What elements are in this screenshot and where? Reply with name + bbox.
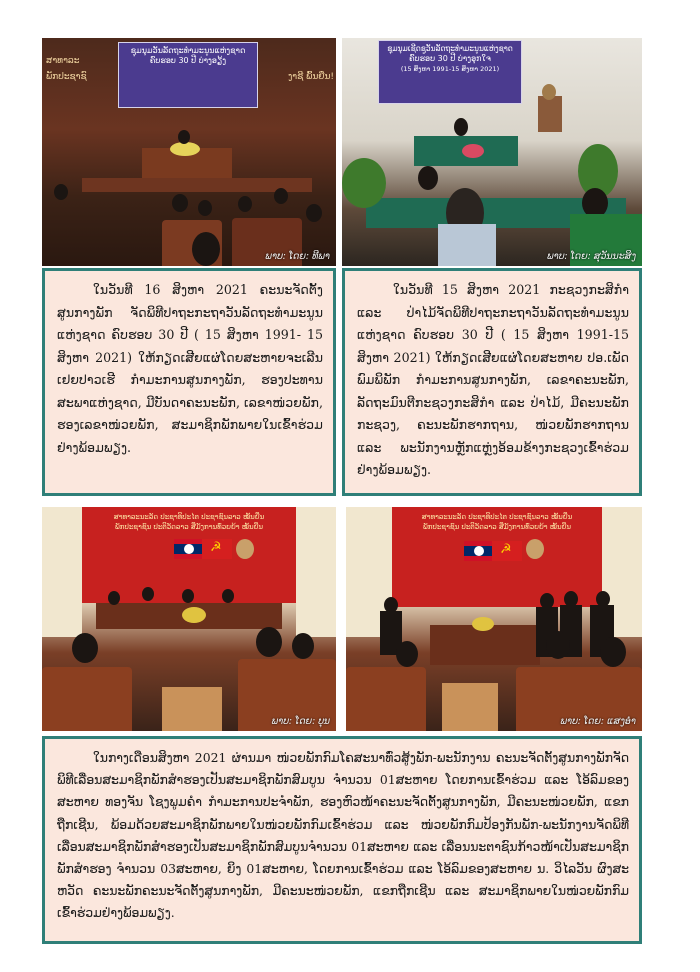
party-flag [202, 539, 232, 559]
banner-line: ຄົບຮອບ 30 ປີ ບ່າງອຽ້ງ [149, 56, 227, 65]
official [182, 589, 194, 603]
photo-meeting-hall-1 [42, 38, 336, 266]
seat-row [346, 667, 426, 731]
attendee [274, 188, 288, 204]
photo-meeting-hall-2 [342, 38, 642, 266]
banner-line: ຊຸມນຸມວັນລັດຖະທຳມະນູນແຫ່ງຊາດ [130, 46, 246, 55]
wall-text-left: ສາທາລະ [46, 56, 80, 66]
carpet [162, 687, 222, 731]
photo-ceremony-2 [346, 507, 642, 731]
flower-arrangement [170, 142, 200, 156]
carpet [442, 683, 498, 731]
portrait [526, 539, 544, 559]
speaker [178, 130, 190, 144]
photo-credit: ພາບ: ໂດຍ: ທີພາ [265, 251, 330, 262]
official [222, 589, 234, 603]
banner-line: (15 ສິງຫາ 1991-15 ສິງຫາ 2021) [400, 65, 500, 73]
curtain-right [296, 507, 336, 637]
seat-row [42, 667, 132, 731]
attendee [256, 627, 282, 657]
flower-arrangement [182, 607, 206, 623]
caption-right-top: ໃນວັນທີ 15 ສິງຫາ 2021 ກະຊວງກະສິກຳ ແລະ ປ່າໄມ້ຈັດພິທີປາຖະກະຖາວັນລັດຖະທຳມະນູນແຫ່ງຊາດ ຄົບຮອບ 30 ປີ ( 15 ສິງຫາ 1991-15 ສິງຫາ 2021) ໃຫ້ກຽດເສີຍແຜ່ໂດຍສະຫາຍ ປອ.ເພັດ ພົມພິພັກ ກຳມະການສູນກາງພັກ, ເລຂາຄະນະພັກ, ລັດຖະມົນຕີກະຊວງກະສິກຳ ແລະ ປ່າໄມ້, ມີຄະນະພັກກະຊວງ, ຄະນະພັກຮາກຖານ, ໜ່ວຍພັກຮາກຖານ ແລະ ພະນັກງານຫຼັກແຫຼ່ງອ້ອມຂ້າງກະຊວງເຂົ້າຮ່ວມຢ່າງພ້ອມພຽງ. [342, 268, 642, 496]
banner-line: ຊຸມນຸມເຊີດຊູວັນລັດຖະທຳມະນູນແຫ່ງຊາດ [387, 44, 513, 53]
flower-arrangement [462, 144, 484, 158]
official [108, 591, 120, 605]
photo-ceremony-1 [42, 507, 336, 731]
official [142, 587, 154, 601]
bust-statue [542, 84, 556, 100]
projection-banner [378, 40, 522, 104]
attendee [418, 166, 438, 190]
attendee [546, 631, 570, 659]
attendee [198, 200, 212, 216]
backdrop-slogan: ສາທາລະນະລັດ ປະຊາທິປະໄຕ ປະຊາຊົນລາວ ໝັ້ນຍືນ [421, 513, 573, 521]
wall-text-right: ງາຊີ ພົ້ນຍືນ! [287, 72, 334, 82]
photo-credit: ພາບ: ໂດຍ: ແສງອຳ [560, 716, 636, 727]
presenter [454, 118, 468, 136]
party-flag [492, 541, 522, 561]
bust-pedestal [538, 96, 562, 132]
backdrop-slogan: ພັກປະຊາຊົນ ປະຕິວັດລາວ ສີ່ມັງການທົ່ວຍຍ້າ ໝັ້ນຍືນ [114, 523, 263, 531]
caption-bottom: ໃນກາງເດືອນສິງຫາ 2021 ຜ່ານມາ ໜ່ວຍພັກກົມໂຄສະນາທົ່ວສູ້ງພັກ-ພະນັກງານ ຄະນະຈັດຕັ້ງສູນກາງພັກຈັດພິທີເລື່ອນສະມາຊິກພັກສຳຮອງເປັນສະມາຊິກພັກສົມບູນ ຈຳນວນ 01ສະຫາຍ ໂດຍການເຂົ້າຮ່ວມ ແລະ ໂອ້ລົມຂອງສະຫາຍ ທອງຈັນ ໂຊງພູມຄຳ ກຳມະການປະຈຳພັກ, ຮອງຫົວໜ້າຄະນະຈັດຕັ້ງສູນກາງພັກ, ມີຄະນະໜ່ວຍພັກ, ແຂກຖືກເຊີນ, ພ້ອມດ້ວຍສະມາຊິກພັກພາຍໃນໜ່ວຍພັກກົມເຂົ້າຮ່ວມ ແລະ ໜ່ວຍພັກກົມປ້ອງກັນພັກ-ພະນັກງານຈັດພິທີເລື່ອນສະມາຊິກພັກສຳຮອງເປັນສະມາຊິກພັກສົມບູນຈຳນວນ 01ສະຫາຍ ແລະ ເລື່ອນນະຕາຊົນກ້າວໜ້າເປັນສະມາຊິກພັກສຳຮອງ ຈຳນວນ 03ສະຫາຍ, ຍິງ 01ສະຫາຍ, ໂດຍການເຂົ້າຮ່ວມ ແລະ ໂອ້ລົມຂອງສະຫາຍ ນ. ວິໄລວັນ ຜົງສະຫວັດ ຄະນະພັກຄະນະຈັດຕັ້ງສູນກາງພັກ, ມີຄະນະໜ່ວຍພັກ, ແຂກຖືກເຊີນ ແລະ ສະມາຊິກພາຍໃນໜ່ວຍພັກກົມເຂົ້າຮ່ວມຢ່າງພ້ອມພຽງ. [42, 736, 642, 944]
backdrop-slogan: ສາທາລະນະລັດ ປະຊາທິປະໄຕ ປະຊາຊົນລາວ ໝັ້ນຍືນ [113, 513, 265, 521]
caption-left-top: ໃນວັນທີ 16 ສິງຫາ 2021 ຄະນະຈັດຕັ້ງສູນກາງພັກ ຈັດພິທີປາຖະກະຖາວັນລັດຖະທຳມະນູນແຫ່ງຊາດ ຄົບຮອບ 30 ປີ ( 15 ສິງຫາ 1991- 15 ສິງຫາ 2021) ໃຫ້ກຽດເສີຍແຜ່ໂດຍສະຫາຍຈະເລີນ ເຢຍປາວເຮີ ກຳມະການສູນກາງພັກ, ຮອງປະທານສະພາແຫ່ງຊາດ, ມີບັນດາຄະນະພັກ, ເລຂາໜ່ວຍພັກ, ຮອງເລຂາໜ່ວຍພັກ, ສະມາຊິກພັກພາຍໃນເຂົ້າຮ່ວມຢ່າງພ້ອມພຽງ. [42, 268, 336, 496]
attendee [238, 196, 252, 212]
head-table [430, 625, 540, 665]
attendee [292, 633, 314, 659]
attendee [306, 204, 322, 222]
projection-banner [118, 42, 258, 108]
photo-credit: ພາບ: ໂດຍ: ບຸນ [271, 716, 330, 727]
attendee-shirt [438, 224, 496, 266]
lao-flag [174, 539, 204, 559]
flower-arrangement [472, 617, 494, 631]
curtain-left [42, 507, 82, 637]
attendee [72, 633, 98, 663]
banner-line: ຄົບຮອບ 30 ປີ ບ່າງອຸກໃຈ [409, 54, 491, 63]
attendee [396, 641, 418, 667]
backdrop-slogan: ພັກປະຊາຊົນ ປະຕິວັດລາວ ສີ່ມັງການທົ່ວຍຍ້າ ໝັ້ນຍືນ [422, 523, 571, 531]
attendee [600, 637, 626, 667]
attendee-foreground [192, 232, 220, 266]
wall-text-left-2: ພັກປະຊາຊົ [46, 72, 87, 82]
attendee [54, 184, 68, 200]
lao-flag [464, 541, 494, 561]
portrait [236, 539, 254, 559]
photo-credit: ພາບ: ໂດຍ: ສຸວັນນະສິງ [547, 251, 636, 262]
plant-left [342, 158, 386, 208]
attendee [172, 194, 188, 212]
